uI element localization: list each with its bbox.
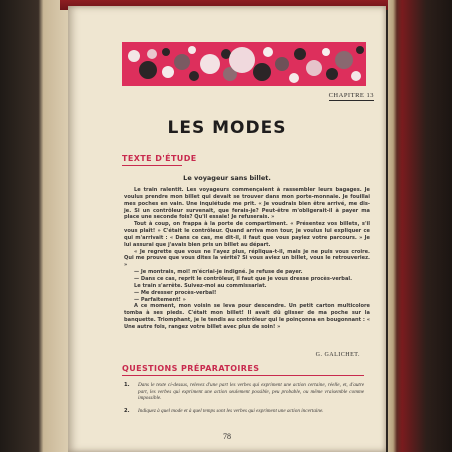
- paragraph: — Parfaitement! »: [134, 296, 186, 303]
- section-heading-questions: QUESTIONS PRÉPARATOIRES: [122, 364, 260, 373]
- question-item: [124, 382, 364, 402]
- section-underline: [122, 165, 182, 166]
- book-cover-right: [388, 0, 452, 452]
- page-title: LES MODES: [167, 118, 287, 138]
- section-heading-texte: TEXTE D'ÉTUDE: [122, 154, 197, 163]
- paragraph: « Je regrette que vous ne l'ayez plus, répliqua-t-il, mais je ne puis vous croire. Qui me prouve que vous dites la vérité? Si vous aviez un billet, vous le retrouveriez. »: [124, 248, 370, 269]
- study-text: [124, 187, 370, 331]
- question-text: Dans le texte ci-dessus, relevez d'une part les verbes qui expriment une action certaine, réelle, et, d'autre part, les verbes qui expriment une action seulement possible, peu probable, ou même vraisemble comme impossible.: [138, 382, 364, 402]
- paragraph: A ce moment, mon voisin se leva pour descendre. Un petit carton multicolore tomba à ses pieds. C'était mon billet! Il avait dû glisser de ma poche sur la banquette. Triomphant, je le tendis au contrôleur qui le poinçonna en bougonnant : « Une autre fois, rangez votre billet avec plus de soin! »: [124, 303, 370, 330]
- paragraph: Le train s'arrête. Suivez-moi au commissariat.: [134, 282, 267, 289]
- decorative-banner: [122, 42, 366, 86]
- paragraph: — Dans ce cas, reprit le contrôleur, il faut que je vous dresse procès-verbal.: [134, 275, 353, 282]
- paragraph: Tout à coup, on frappa à la porte de compartiment. « Présentez vos billets, s'il vous plaît! » C'était le contrôleur. Quand arriva mon tour, je voulus lui expliquer ce qui m'arrivait : « Dans ce cas, me dit-il, il faut que vous payiez votre parcours. » Je lui assurai que j'avais bien pris un billet au départ.: [124, 221, 370, 248]
- circles-pattern-icon: [122, 42, 366, 86]
- section-underline: [122, 375, 364, 376]
- question-number: 1.: [124, 382, 130, 388]
- paragraph: — Me dresser procès-verbal!: [134, 289, 217, 296]
- questions-list: [124, 382, 364, 420]
- question-text: Indiquez à quel mode et à quel temps sont les verbes qui expriment une action incertaine.: [138, 407, 324, 414]
- paragraph: — Je montrais, moi! m'écriai-je indigné. Je refuse de payer.: [134, 269, 303, 276]
- question-item: [124, 408, 364, 415]
- page-number: 78: [223, 432, 231, 441]
- chapter-label: CHAPITRE 13: [328, 92, 374, 99]
- book-page: [68, 6, 386, 452]
- author-signature: G. GALICHET.: [315, 352, 360, 358]
- question-number: 2.: [124, 407, 130, 414]
- paragraph: Le train ralentit. Les voyageurs commençaient à rassembler leurs bagages. Je voulus prendre mon billet qui devait se trouver dans mon porte-monnaie. Je fouillai mes poches en vain. Une inquiétude me prit. « Je voudrais bien être arrivé, me dis-je. Si un contrôleur survenait, que ferais-je? Peut-être m'obligerait-il à payer ma place une seconde fois? Qu'il essaie! Je refuserais. »: [124, 187, 370, 221]
- book-cover-left: [0, 0, 70, 452]
- text-subtitle: Le voyageur sans billet.: [183, 174, 271, 182]
